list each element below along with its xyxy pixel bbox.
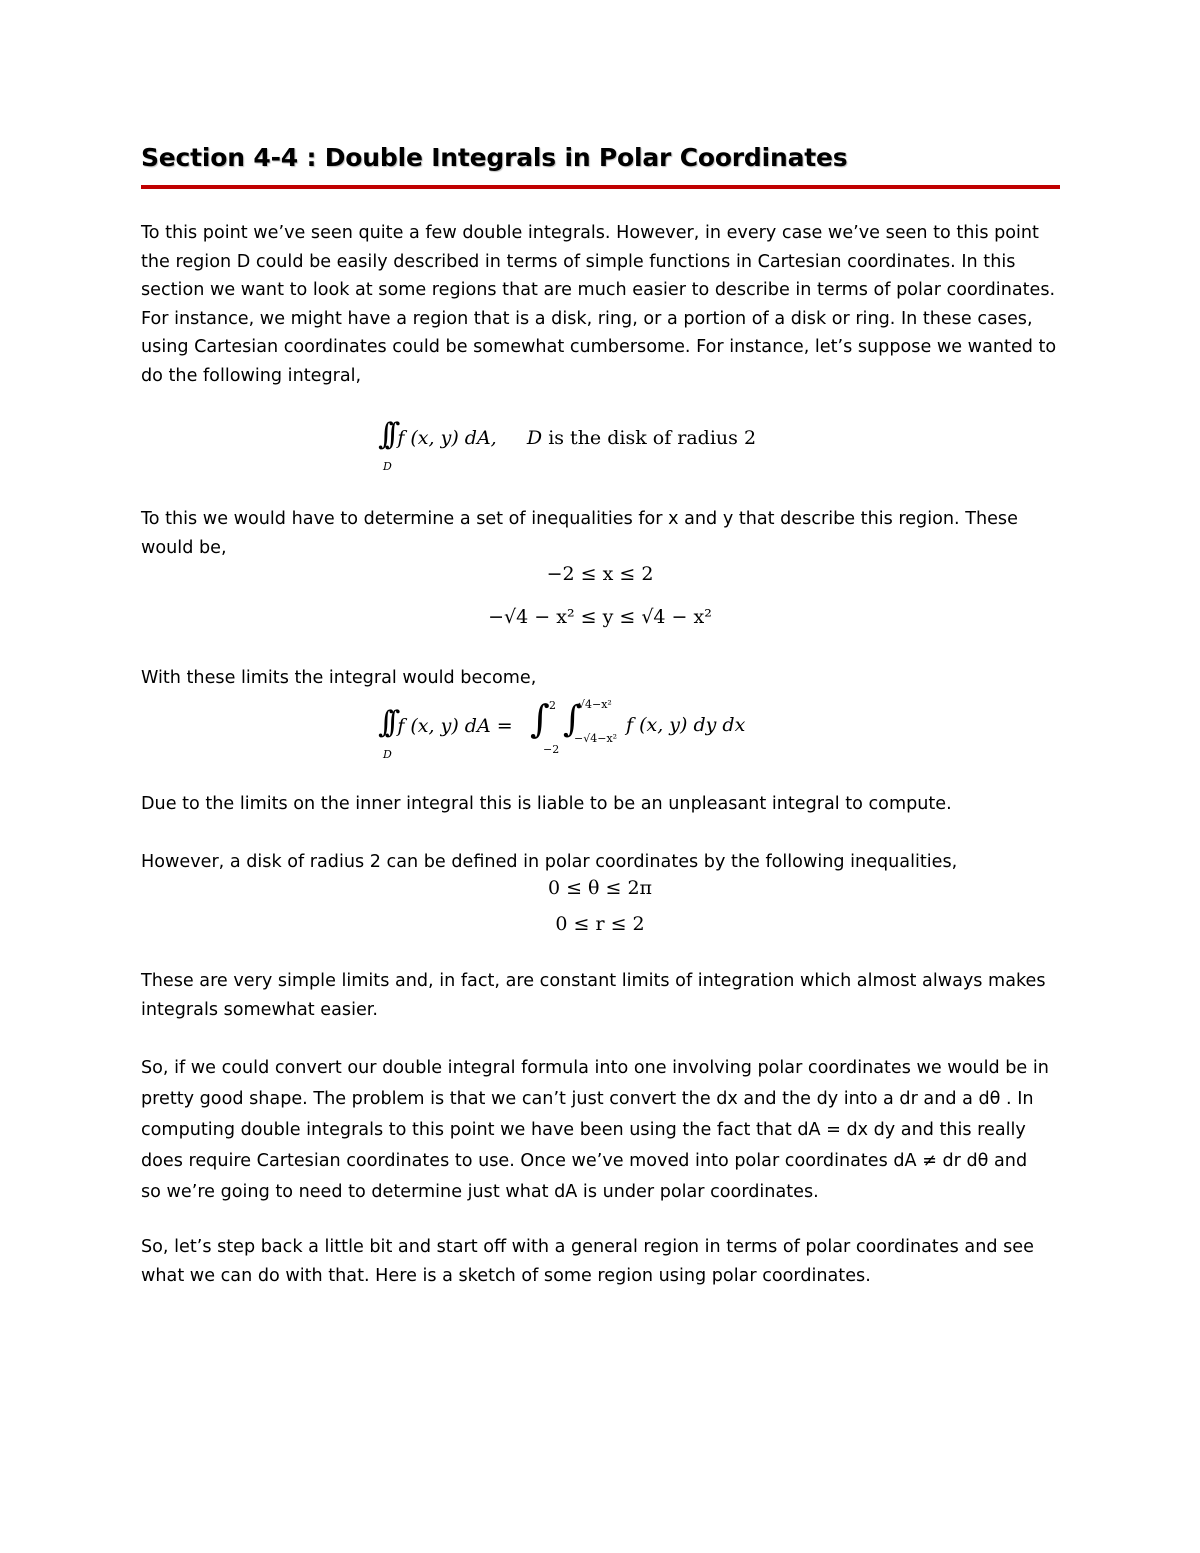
text-line: the region D could be easily described in terms of simple functions in Cartesian coordinates. In this <box>141 251 1016 272</box>
text-line: using Cartesian coordinates could be somewhat cumbersome. For instance, let’s suppose we wanted to <box>141 337 1057 357</box>
inequality-theta: 0 ≤ θ ≤ 2π <box>547 877 653 899</box>
text-line: would be, <box>141 537 227 558</box>
paragraph-simple-limits <box>141 967 1061 1024</box>
text-line: These are very simple limits and, in fact, are constant limits of integration which almost always makes <box>141 971 1046 991</box>
integrand: f (x, y) dA, <box>397 427 497 449</box>
page-title: Section 4-4 : Double Integrals in Polar Coordinates <box>141 143 848 172</box>
text-line: So, let’s step back a little bit and start off with a general region in terms of polar coordinates and see <box>141 1237 1034 1257</box>
inequality-x: −2 ≤ x ≤ 2 <box>546 563 654 585</box>
inner-lower-limit: −√4−x² <box>574 732 618 745</box>
paragraph-unpleasant <box>141 790 1061 819</box>
text-line: so we’re going to need to determine just what dA is under polar coordinates. <box>141 1182 819 1202</box>
double-integral-sign: ∫∫ <box>378 705 392 740</box>
paragraph-intro <box>141 219 1061 390</box>
text-line: However, a disk of radius 2 can be defined in polar coordinates by the following inequalities, <box>141 852 958 872</box>
text-line: pretty good shape. The problem is that we can’t just convert the dx and the dy into a dr and a dθ . In <box>141 1089 1034 1109</box>
text-line: computing double integrals to this point we have been using the fact that dA = dx dy and this really <box>141 1120 1026 1140</box>
text-line: With these limits the integral would become, <box>141 668 537 688</box>
text-line: does require Cartesian coordinates to use. Once we’ve moved into polar coordinates dA ≠ dr dθ and <box>141 1151 1028 1171</box>
double-integral-sign: ∫∫ <box>378 417 392 452</box>
inequality-r: 0 ≤ r ≤ 2 <box>555 913 645 935</box>
paragraph-inequalities <box>141 505 1061 562</box>
text-line: For instance, we might have a region that is a disk, ring, or a portion of a disk or ring. In these cases, <box>141 308 1033 329</box>
outer-upper-limit: 2 <box>549 699 556 712</box>
text-line: Due to the limits on the inner integral this is liable to be an unpleasant integral to compute. <box>141 794 952 814</box>
inner-upper-limit: √4−x² <box>578 698 612 711</box>
integral-rhs: f (x, y) dy dx <box>626 714 746 736</box>
paragraph-polar-disk <box>141 848 1061 877</box>
equation-double-integral-disk <box>378 417 757 452</box>
region-description: is the disk of radius 2 <box>548 427 757 449</box>
outer-integral-sign: ∫ <box>530 697 541 741</box>
text-line: do the following integral, <box>141 365 362 386</box>
text-line: section we want to look at some regions that are much easier to describe in terms of polar coordinates. <box>141 280 1056 300</box>
outer-lower-limit: −2 <box>543 743 560 756</box>
inequality-y: −√4 − x² ≤ y ≤ √4 − x² <box>488 606 712 628</box>
paragraph-sketch <box>141 1233 1061 1290</box>
integral-lhs: f (x, y) dA = <box>397 715 513 737</box>
title-underline <box>141 185 1060 189</box>
paragraph-limits <box>141 664 1061 693</box>
equation-iterated-integral <box>378 705 513 740</box>
text-line: what we can do with that. Here is a sketch of some region using polar coordinates. <box>141 1265 871 1286</box>
text-line: integrals somewhat easier. <box>141 999 378 1020</box>
text-line: So, if we could convert our double integral formula into one involving polar coordinates we would be in <box>141 1058 1049 1078</box>
text-line: To this point we’ve seen quite a few double integrals. However, in every case we’ve seen to this point <box>141 223 1039 243</box>
region-symbol: D <box>526 427 543 449</box>
text-line: To this we would have to determine a set of inequalities for x and y that describe this region. These <box>141 509 1018 529</box>
paragraph-convert <box>141 1053 1061 1208</box>
integral-subscript: D <box>383 748 392 761</box>
integral-subscript: D <box>383 460 392 473</box>
inner-integral-sign: ∫ <box>563 699 573 740</box>
